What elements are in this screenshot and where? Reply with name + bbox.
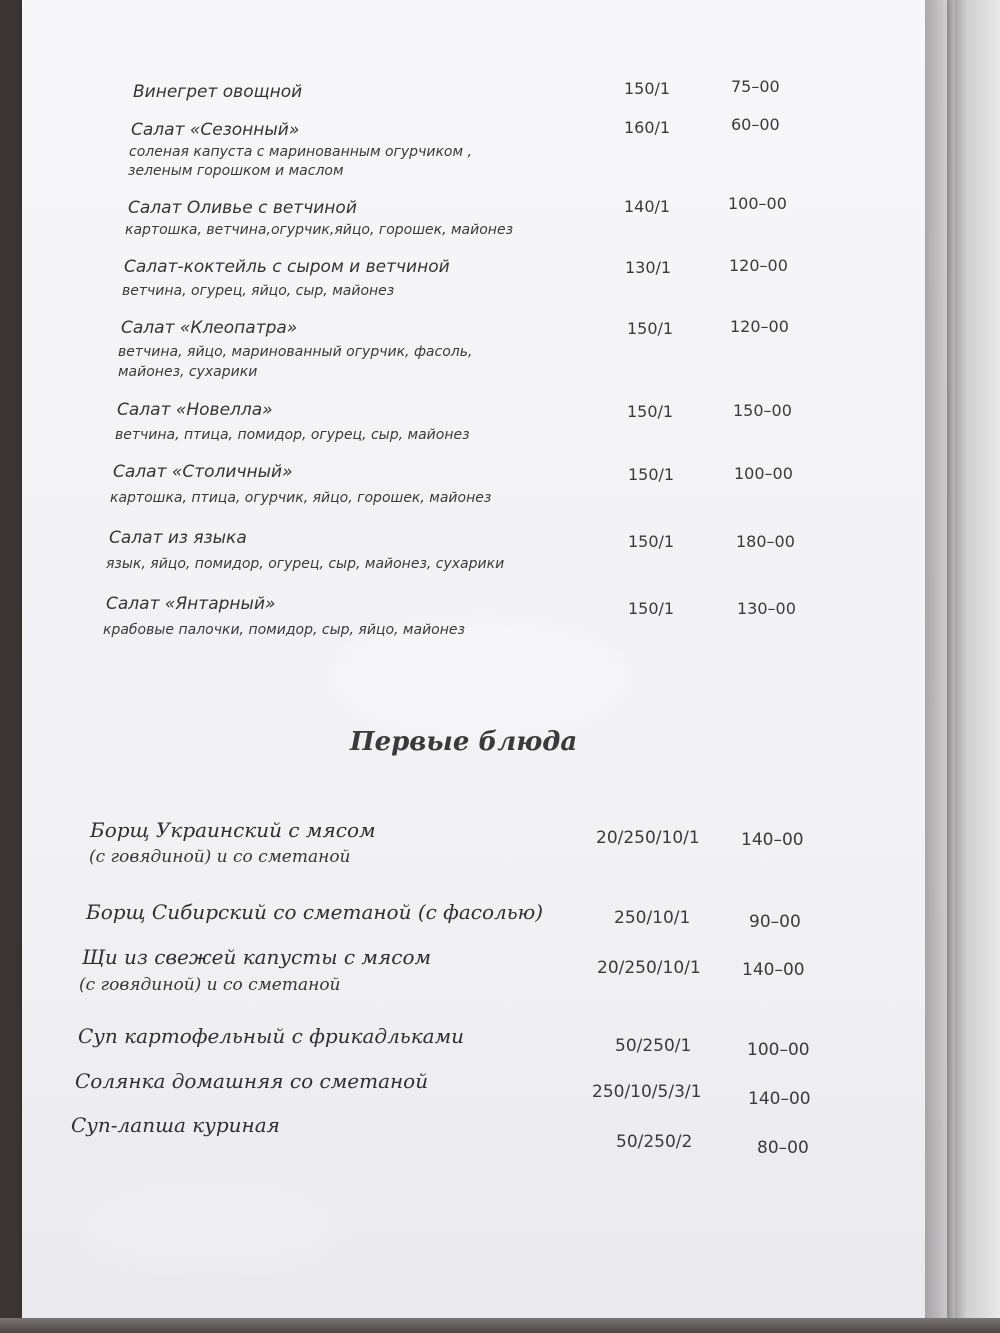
item-price: 120–00 <box>730 317 789 336</box>
item-name: Солянка домашняя со сметаной <box>75 1069 429 1093</box>
item-weight: 20/250/10/1 <box>597 958 701 978</box>
item-weight: 150/1 <box>624 79 671 98</box>
item-name: Суп картофельный с фрикадльками <box>78 1024 465 1048</box>
item-price: 80–00 <box>757 1138 809 1158</box>
plastic-sleeve-edge <box>925 0 955 1333</box>
item-name: Салат-коктейль с сыром и ветчиной <box>124 257 450 277</box>
item-price: 180–00 <box>736 532 795 551</box>
item-weight: 150/1 <box>627 402 674 421</box>
item-description: майонез, сухарики <box>118 364 258 380</box>
item-name: Щи из свежей капусты с мясом <box>82 945 432 969</box>
table-surface <box>0 1318 1000 1333</box>
item-price: 100–00 <box>734 464 793 483</box>
item-name: Салат «Янтарный» <box>106 594 276 614</box>
item-name: Салат «Клеопатра» <box>121 318 298 338</box>
item-weight: 250/10/5/3/1 <box>592 1082 702 1102</box>
item-weight: 130/1 <box>625 258 672 277</box>
item-weight: 150/1 <box>628 532 675 551</box>
item-description: (с говядиной) и со сметаной <box>89 847 351 867</box>
item-name: Суп-лапша куриная <box>71 1113 280 1137</box>
item-description: ветчина, птица, помидор, огурец, сыр, майонез <box>115 427 470 443</box>
item-weight: 150/1 <box>628 465 675 484</box>
item-weight: 150/1 <box>628 599 675 618</box>
item-weight: 50/250/2 <box>616 1132 693 1152</box>
item-price: 90–00 <box>749 912 801 932</box>
item-weight: 140/1 <box>624 197 671 216</box>
item-weight: 50/250/1 <box>615 1036 692 1056</box>
item-name: Борщ Украинский с мясом <box>90 818 376 842</box>
item-name: Салат из языка <box>109 528 247 548</box>
item-weight: 150/1 <box>627 319 674 338</box>
item-description: язык, яйцо, помидор, огурец, сыр, майонез, сухарики <box>106 556 505 572</box>
item-weight: 250/10/1 <box>614 908 691 928</box>
item-price: 75–00 <box>731 77 780 96</box>
item-weight: 160/1 <box>624 118 671 137</box>
item-price: 150–00 <box>733 401 792 420</box>
section-title: Первые блюда <box>350 727 578 757</box>
item-name: Салат «Сезонный» <box>131 120 300 140</box>
item-weight: 20/250/10/1 <box>596 828 700 848</box>
item-description: картошка, ветчина,огурчик,яйцо, горошек, майонез <box>125 222 514 238</box>
item-description: крабовые палочки, помидор, сыр, яйцо, майонез <box>103 622 465 638</box>
item-name: Винегрет овощной <box>133 82 303 102</box>
item-description: картошка, птица, огурчик, яйцо, горошек, майонез <box>110 490 492 506</box>
item-name: Борщ Сибирский со сметаной (с фасолью) <box>86 900 544 924</box>
item-description: ветчина, огурец, яйцо, сыр, майонез <box>122 283 395 299</box>
item-price: 140–00 <box>741 830 804 850</box>
item-description: ветчина, яйцо, маринованный огурчик, фасоль, <box>118 344 473 360</box>
item-price: 100–00 <box>728 194 787 213</box>
item-name: Салат Оливье с ветчиной <box>128 198 357 218</box>
item-price: 140–00 <box>742 960 805 980</box>
item-description: соленая капуста с маринованным огурчиком , <box>129 144 472 160</box>
item-price: 130–00 <box>737 599 796 618</box>
item-name: Салат «Новелла» <box>117 400 273 420</box>
item-description: (с говядиной) и со сметаной <box>79 975 341 995</box>
item-price: 60–00 <box>731 115 780 134</box>
item-name: Салат «Столичный» <box>113 462 293 482</box>
item-price: 140–00 <box>748 1089 811 1109</box>
item-price: 100–00 <box>747 1040 810 1060</box>
item-description: зеленым горошком и маслом <box>128 163 344 179</box>
item-price: 120–00 <box>729 256 788 275</box>
